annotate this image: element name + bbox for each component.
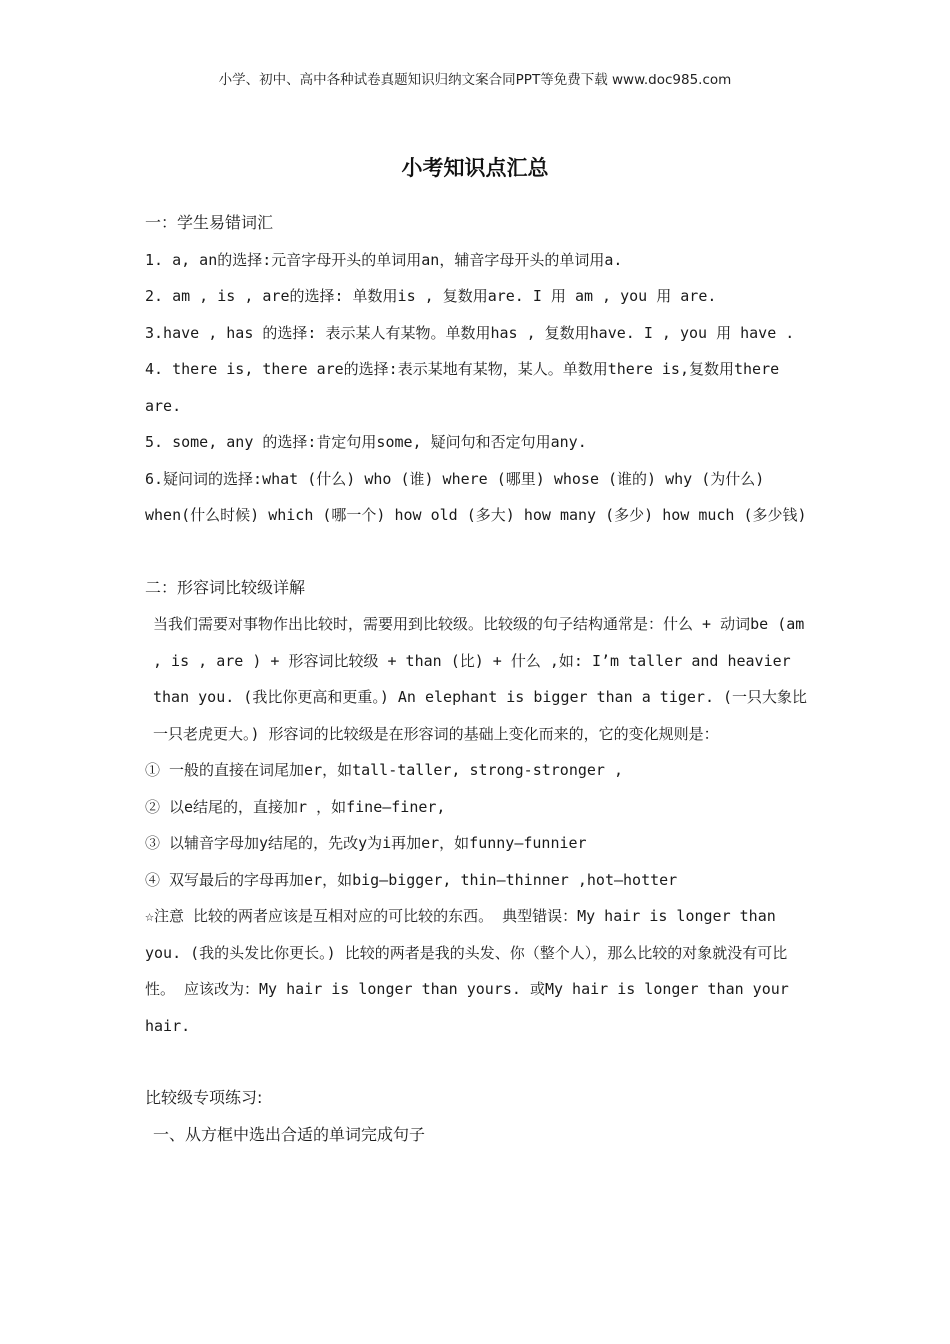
section-gap xyxy=(145,534,817,570)
section2-note: ☆注意 比较的两者应该是互相对应的可比较的东西。 典型错误：My hair is longer than you. (我的头发比你更长。) 比较的两者是我的头发、你（整个人），那么比较的对象就没有可比性。 应该改为：My hair is longer than yours. 或My hair is longer than your hair. xyxy=(145,907,789,1035)
section1-item-2: 2. am , is , are的选择: 单数用is , 复数用are. I 用 am , you 用 are. xyxy=(145,287,717,305)
rule-4: ④ 双写最后的字母再加er，如big–bigger, thin–thinner ,hot–hotter xyxy=(145,870,678,889)
section1-item-5: 6.疑问词的选择:what (什么) who (谁) where (哪里) whose (谁的) why (为什么) when(什么时候) which (哪一个) how old (多大) how many (多少) how much (多少钱) xyxy=(145,469,807,524)
page-title: 小考知识点汇总 xyxy=(401,156,549,180)
rule-2: ② 以e结尾的，直接加r ，如fine–finer, xyxy=(145,797,446,816)
rule-1: ① 一般的直接在词尾加er，如tall-taller, strong-stronger , xyxy=(145,761,624,779)
section-gap xyxy=(145,1044,817,1080)
section1-item-3: 3.have , has 的选择: 表示某人有某物。单数用has , 复数用have. I , you 用 have . 4. there is, there are的选择:表示某地有某物，某人。单数用there is,复数用there are. xyxy=(145,323,795,415)
section2-heading: 二：形容词比较级详解 xyxy=(145,577,306,597)
section1-heading: 一：学生易错词汇 xyxy=(145,213,274,232)
section3-heading: 比较级专项练习: xyxy=(145,1088,263,1107)
section2-intro: 当我们需要对事物作出比较时，需要用到比较级。比较级的句子结构通常是：什么 + 动词be (am , is , are ) + 形容词比较级 + than (比) + 什么 ,如: I’m taller and heavier than you. (我比你更高和更重。) An elephant is bigger than a tiger. (一只大象比一只老虎更大。) 形容词的比较级是在形容词的基础上变化而来的，它的变化规则是： xyxy=(153,615,808,743)
rule-3: ③ 以辅音字母加y结尾的，先改y为i再加er，如funny–funnier xyxy=(145,834,587,852)
section1-item-4: 5. some, any 的选择:肯定句用some, 疑问句和否定句用any. xyxy=(145,433,587,451)
section1-item-1: 1. a, an的选择:元音字母开头的单词用an，辅音字母开头的单词用a. xyxy=(145,250,623,269)
section3-subheading: 一、从方框中选出合适的单词完成句子 xyxy=(153,1124,426,1144)
page-header: 小学、初中、高中各种试卷真题知识归纳文案合同PPT等免费下载 www.doc985.com xyxy=(218,72,732,88)
document-body xyxy=(145,205,817,1153)
